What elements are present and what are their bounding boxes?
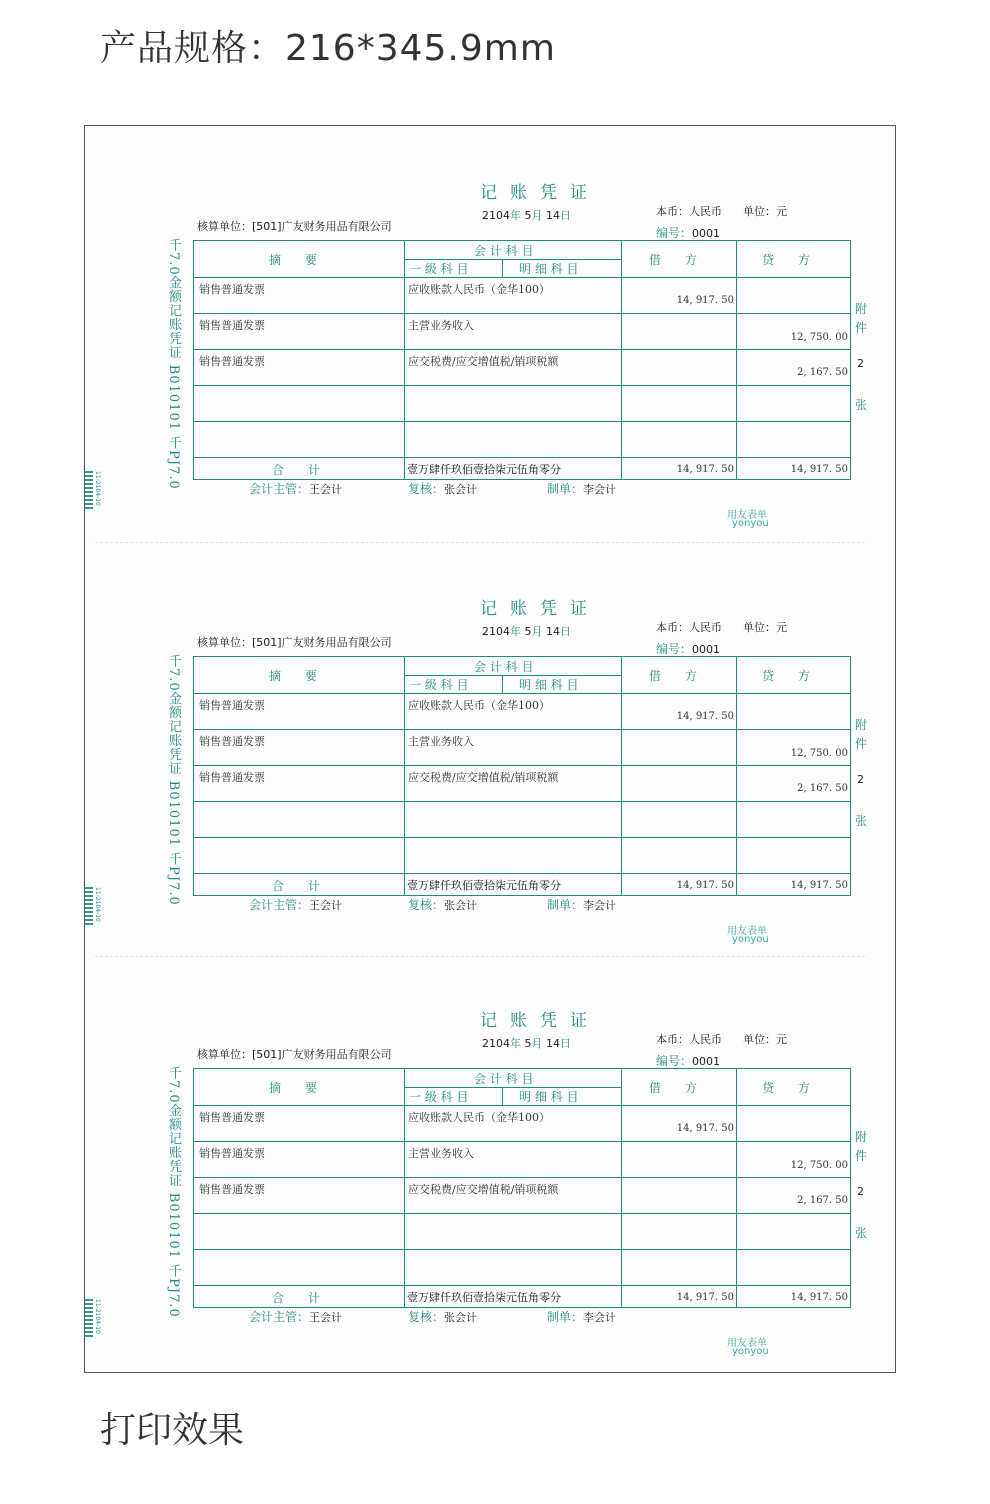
total-credit: 14, 917. 50: [790, 464, 848, 475]
brand-logo-cn: 用友表单: [727, 926, 767, 937]
unit-label: 单位：元: [743, 205, 787, 218]
row-summary: 销售普通发票: [199, 355, 265, 368]
voucher-date: [482, 207, 571, 223]
date-month: 5: [524, 625, 532, 638]
voucher-number: [656, 640, 720, 657]
row-summary: 销售普通发票: [199, 699, 265, 712]
brand-logo-en: yonyou: [732, 934, 769, 945]
barcode-icon: [85, 471, 93, 511]
row-account: 应交税费/应交增值税/销项税额: [408, 355, 559, 368]
reviewer-name: 张会计: [444, 899, 478, 912]
date-day: 14: [546, 209, 560, 222]
header-debit: 借 方: [649, 1081, 698, 1095]
date-year-unit: 年: [510, 209, 521, 222]
accountant-signature: [249, 480, 342, 497]
company-label: 核算单位：[501]广友财务用品有限公司: [197, 220, 392, 233]
accountant-signature: [249, 896, 342, 913]
header-credit: 贷 方: [762, 1081, 811, 1095]
voucher-number: [656, 1052, 720, 1069]
attach-label: 件: [855, 737, 868, 751]
brand-logo-cn: 用友表单: [727, 510, 767, 521]
accountant-label: 会计主管：: [249, 898, 310, 912]
row-summary: 销售普通发票: [199, 1111, 265, 1124]
voucher: [85, 126, 895, 536]
date-month-unit: 月: [531, 1037, 543, 1050]
total-debit: 14, 917. 50: [676, 880, 734, 891]
total-label: 合 计: [272, 1291, 321, 1305]
header-account: 会 计 科 目: [474, 660, 534, 674]
date-year-unit: 年: [510, 1037, 521, 1050]
unit-label: 单位：元: [743, 621, 787, 634]
header-summary: 摘 要: [269, 253, 318, 267]
total-debit: 14, 917. 50: [676, 1292, 734, 1303]
reviewer-name: 张会计: [444, 483, 478, 496]
date-month-unit: 月: [531, 625, 543, 638]
row-debit: 14, 917. 50: [676, 295, 734, 306]
row-account: 应交税费/应交增值税/销项税额: [408, 1183, 559, 1196]
company-label: 核算单位：[501]广友财务用品有限公司: [197, 1048, 392, 1061]
header-summary: 摘 要: [269, 669, 318, 683]
barcode-text: 11-2104-10: [94, 887, 101, 922]
attach-label: 附: [855, 302, 868, 316]
reviewer-signature: [408, 1308, 477, 1325]
maker-label: 制单：: [547, 1310, 584, 1324]
number-label: 编号：: [656, 1054, 693, 1068]
number-label: 编号：: [656, 642, 693, 656]
row-credit: 2, 167. 50: [797, 783, 848, 794]
row-account: 主营业务收入: [408, 735, 474, 748]
date-month: 5: [524, 1037, 532, 1050]
attach-label: 张: [855, 1226, 868, 1240]
header-account: 会 计 科 目: [474, 244, 534, 258]
accountant-label: 会计主管：: [249, 1310, 310, 1324]
row-credit: 2, 167. 50: [797, 1195, 848, 1206]
row-debit: 14, 917. 50: [676, 1123, 734, 1134]
voucher-date: [482, 1035, 571, 1051]
brand-logo-en: yonyou: [732, 518, 769, 529]
row-credit: 12, 750. 00: [790, 1160, 848, 1171]
side-form-code: 千7.0金额记账凭证 B010101 千PJ7.0: [166, 238, 181, 490]
reviewer-label: 复核：: [408, 898, 445, 912]
accountant-signature: [249, 1308, 342, 1325]
voucher-date: [482, 623, 571, 639]
number-label: 编号：: [656, 226, 693, 240]
maker-name: 李会计: [583, 483, 617, 496]
row-credit: 12, 750. 00: [790, 332, 848, 343]
total-label: 合 计: [272, 463, 321, 477]
header-summary: 摘 要: [269, 1081, 318, 1095]
voucher-table: [193, 1068, 851, 1308]
header-level1: 一 级 科 目: [409, 262, 469, 276]
maker-signature: [547, 1308, 616, 1325]
date-year: 2104: [482, 1037, 510, 1050]
accountant-name: 王会计: [309, 483, 343, 496]
total-words: 壹万肆仟玖佰壹拾柒元伍角零分: [407, 463, 561, 476]
accountant-name: 王会计: [309, 899, 343, 912]
header-detail: 明 细 科 目: [519, 1090, 579, 1104]
spec-title: 产品规格：216*345.9mm: [100, 28, 556, 69]
header-detail: 明 细 科 目: [519, 262, 579, 276]
voucher-title: 记账凭证: [480, 1011, 600, 1031]
date-day-unit: 日: [560, 625, 571, 638]
reviewer-label: 复核：: [408, 1310, 445, 1324]
voucher-title: 记账凭证: [480, 599, 600, 619]
header-debit: 借 方: [649, 669, 698, 683]
row-summary: 销售普通发票: [199, 771, 265, 784]
currency-label: 本币：人民币: [656, 621, 722, 634]
print-effect-title: 打印效果: [100, 1410, 245, 1451]
total-credit: 14, 917. 50: [790, 880, 848, 891]
voucher-sheet: [84, 125, 896, 1373]
date-day: 14: [546, 625, 560, 638]
header-level1: 一 级 科 目: [409, 1090, 469, 1104]
total-words: 壹万肆仟玖佰壹拾柒元伍角零分: [407, 879, 561, 892]
accountant-label: 会计主管：: [249, 482, 310, 496]
header-account: 会 计 科 目: [474, 1072, 534, 1086]
maker-label: 制单：: [547, 482, 584, 496]
voucher: [85, 954, 895, 1364]
unit-label: 单位：元: [743, 1033, 787, 1046]
date-year: 2104: [482, 625, 510, 638]
number-value: 0001: [692, 643, 721, 656]
total-label: 合 计: [272, 879, 321, 893]
barcode-text: 11-2104-10: [94, 471, 101, 506]
row-account: 应收账款人民币（金华100）: [408, 1111, 550, 1124]
row-summary: 销售普通发票: [199, 319, 265, 332]
total-words: 壹万肆仟玖佰壹拾柒元伍角零分: [407, 1291, 561, 1304]
attach-label: 件: [855, 321, 868, 335]
attach-label: 张: [855, 398, 868, 412]
attach-label: 张: [855, 814, 868, 828]
date-day: 14: [546, 1037, 560, 1050]
side-form-code: 千7.0金额记账凭证 B010101 千PJ7.0: [166, 654, 181, 906]
row-summary: 销售普通发票: [199, 735, 265, 748]
currency-label: 本币：人民币: [656, 205, 722, 218]
attach-count: 2: [857, 1185, 864, 1198]
attach-count: 2: [857, 357, 864, 370]
barcode-icon: [85, 1299, 93, 1339]
voucher-number: [656, 224, 720, 241]
header-debit: 借 方: [649, 253, 698, 267]
voucher: [85, 542, 895, 952]
total-credit: 14, 917. 50: [790, 1292, 848, 1303]
row-account: 应收账款人民币（金华100）: [408, 699, 550, 712]
header-credit: 贷 方: [762, 253, 811, 267]
row-account: 主营业务收入: [408, 319, 474, 332]
company-label: 核算单位：[501]广友财务用品有限公司: [197, 636, 392, 649]
row-credit: 12, 750. 00: [790, 748, 848, 759]
header-detail: 明 细 科 目: [519, 678, 579, 692]
maker-name: 李会计: [583, 1311, 617, 1324]
maker-name: 李会计: [583, 899, 617, 912]
voucher-table: [193, 240, 851, 480]
date-day-unit: 日: [560, 209, 571, 222]
date-day-unit: 日: [560, 1037, 571, 1050]
voucher-title: 记账凭证: [480, 183, 600, 203]
attach-label: 附: [855, 1130, 868, 1144]
row-credit: 2, 167. 50: [797, 367, 848, 378]
row-debit: 14, 917. 50: [676, 711, 734, 722]
header-credit: 贷 方: [762, 669, 811, 683]
attach-label: 件: [855, 1149, 868, 1163]
number-value: 0001: [692, 227, 721, 240]
maker-signature: [547, 480, 616, 497]
brand-logo-cn: 用友表单: [727, 1338, 767, 1349]
row-account: 主营业务收入: [408, 1147, 474, 1160]
date-year-unit: 年: [510, 625, 521, 638]
total-debit: 14, 917. 50: [676, 464, 734, 475]
voucher-table: [193, 656, 851, 896]
reviewer-signature: [408, 480, 477, 497]
row-summary: 销售普通发票: [199, 1183, 265, 1196]
attach-count: 2: [857, 773, 864, 786]
side-form-code: 千7.0金额记账凭证 B010101 千PJ7.0: [166, 1066, 181, 1318]
date-month-unit: 月: [531, 209, 543, 222]
reviewer-name: 张会计: [444, 1311, 478, 1324]
barcode-icon: [85, 887, 93, 927]
date-month: 5: [524, 209, 532, 222]
row-summary: 销售普通发票: [199, 283, 265, 296]
maker-signature: [547, 896, 616, 913]
currency-label: 本币：人民币: [656, 1033, 722, 1046]
attach-label: 附: [855, 718, 868, 732]
row-account: 应交税费/应交增值税/销项税额: [408, 771, 559, 784]
number-value: 0001: [692, 1055, 721, 1068]
reviewer-label: 复核：: [408, 482, 445, 496]
date-year: 2104: [482, 209, 510, 222]
barcode-text: 11-2104-10: [94, 1299, 101, 1334]
row-summary: 销售普通发票: [199, 1147, 265, 1160]
accountant-name: 王会计: [309, 1311, 343, 1324]
header-level1: 一 级 科 目: [409, 678, 469, 692]
maker-label: 制单：: [547, 898, 584, 912]
reviewer-signature: [408, 896, 477, 913]
row-account: 应收账款人民币（金华100）: [408, 283, 550, 296]
brand-logo-en: yonyou: [732, 1346, 769, 1357]
